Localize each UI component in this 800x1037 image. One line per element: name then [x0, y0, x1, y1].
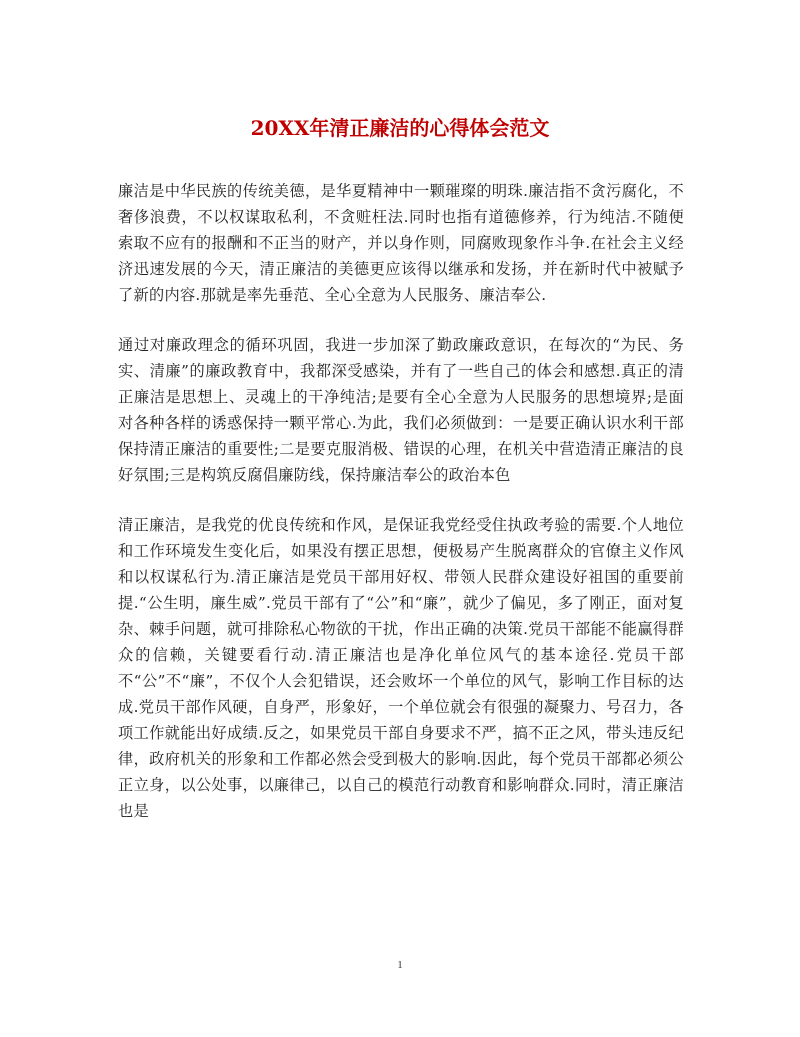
paragraph-1: 廉洁是中华民族的传统美德，是华夏精神中一颗璀璨的明珠.廉洁指不贪污腐化，不奢侈浪费，不以权谋取私利，不贪赃枉法.同时也指有道德修养，行为纯洁.不随便索取不应有的报酬和不正当的财产，并以身作则，同腐败现象作斗争.在社会主义经济迅速发展的今天，清正廉洁的美德更应该得以继承和发扬，并在新时代中被赋予了新的内容.那就是率先垂范、全心全意为人民服务、廉洁奉公. [118, 182, 684, 304]
document-body [118, 178, 684, 848]
page-number: 1 [397, 959, 403, 971]
document-title: 20XX年清正廉洁的心得体会范文 [250, 116, 550, 140]
paragraph-2: 通过对廉政理念的循环巩固，我进一步加深了勤政廉政意识，在每次的“为民、务实、清廉”的廉政教育中，我都深受感染，并有了一些自己的体会和感想.真正的清正廉洁是思想上、灵魂上的干净纯洁;是要有全心全意为人民服务的思想境界;是面对各种各样的诱惑保持一颗平常心.为此，我们必须做到：一是要正确认识水利干部保持清正廉洁的重要性;二是要克服消极、错误的心理，在机关中营造清正廉洁的良好氛围;三是构筑反腐倡廉防线，保持廉洁奉公的政治本色 [118, 336, 684, 484]
paragraph-3: 清正廉洁，是我党的优良传统和作风，是保证我党经受住执政考验的需要.个人地位和工作环境发生变化后，如果没有摆正思想，便极易产生脱离群众的官僚主义作风和以权谋私行为.清正廉洁是党员干部用好权、带领人民群众建设好祖国的重要前提.“公生明，廉生威”.党员干部有了“公”和“廉”，就少了偏见，多了刚正，面对复杂、棘手问题，就可排除私心物欲的干扰，作出正确的决策.党员干部能不能赢得群众的信赖，关键要看行动.清正廉洁也是净化单位风气的基本途径.党员干部不“公”不“廉”，不仅个人会犯错误，还会败坏一个单位的风气，影响工作目标的达成.党员干部作风硬，自身严，形象好，一个单位就会有很强的凝聚力、号召力，各项工作就能出好成绩.反之，如果党员干部自身要求不严，搞不正之风，带头违反纪律，政府机关的形象和工作都必然会受到极大的影响.因此，每个党员干部都必须公正立身，以公处事，以廉律己，以自己的模范行动教育和影响群众.同时，清正廉洁也是 [118, 516, 684, 820]
